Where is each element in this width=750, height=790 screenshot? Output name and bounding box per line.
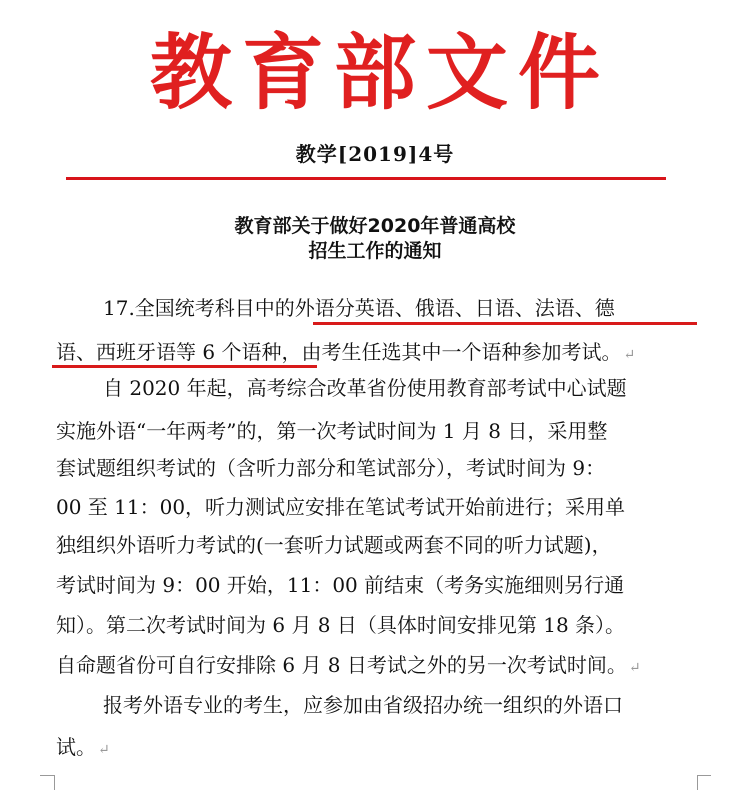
notice-title-line-1: 教育部关于做好2020年普通高校 (234, 215, 516, 237)
page-corner-mark-left-v (54, 775, 55, 790)
body-line-9: 知）。第二次考试时间为 6 月 8 日（具体时间安排见第 18 条）。 (56, 613, 626, 637)
page-corner-mark-right (697, 775, 711, 776)
red-highlight-underline-1 (313, 322, 697, 325)
document-number: 教学[2019]4号 (295, 142, 455, 166)
notice-title-line-2: 招生工作的通知 (308, 240, 442, 262)
paragraph-mark-icon: ↵ (623, 347, 636, 363)
body-line-2-text: 语、西班牙语等 6 个语种，由考生任选其中一个语种参加考试。 (56, 340, 622, 364)
paragraph-mark-icon: ↵ (628, 660, 641, 676)
body-line-4: 实施外语“一年两考”的，第一次考试时间为 1 月 8 日，采用整 (56, 419, 608, 443)
page-corner-mark-right-v (697, 775, 698, 790)
body-line-11: 报考外语专业的考生，应参加由省级招办统一组织的外语口 (103, 693, 623, 717)
body-line-5: 套试题组织考试的（含听力部分和笔试部分），考试时间为 9： (56, 456, 606, 480)
paragraph-mark-icon: ↵ (98, 742, 110, 758)
body-line-12 (56, 732, 110, 765)
body-line-7: 独组织外语听力考试的(一套听力试题或两套不同的听力试题)， (56, 533, 612, 557)
page-corner-mark-left (40, 775, 54, 776)
body-line-3: 自 2020 年起，高考综合改革省份使用教育部考试中心试题 (103, 376, 627, 400)
red-header-rule (66, 177, 666, 180)
body-line-1: 17.全国统考科目中的外语分英语、俄语、日语、法语、德 (103, 296, 615, 320)
body-line-10-text: 自命题省份可自行安排除 6 月 8 日考试之外的另一次考试时间。 (56, 653, 627, 677)
body-line-6: 00 至 11：00，听力测试应安排在笔试考试开始前进行；采用单 (56, 495, 626, 519)
document-header-title: 教育部文件 (149, 25, 610, 121)
body-line-10 (56, 650, 641, 683)
body-line-12-text: 试。 (56, 735, 96, 759)
body-line-8: 考试时间为 9：00 开始，11：00 前结束（考务实施细则另行通 (56, 573, 625, 597)
red-highlight-underline-2 (52, 365, 317, 368)
